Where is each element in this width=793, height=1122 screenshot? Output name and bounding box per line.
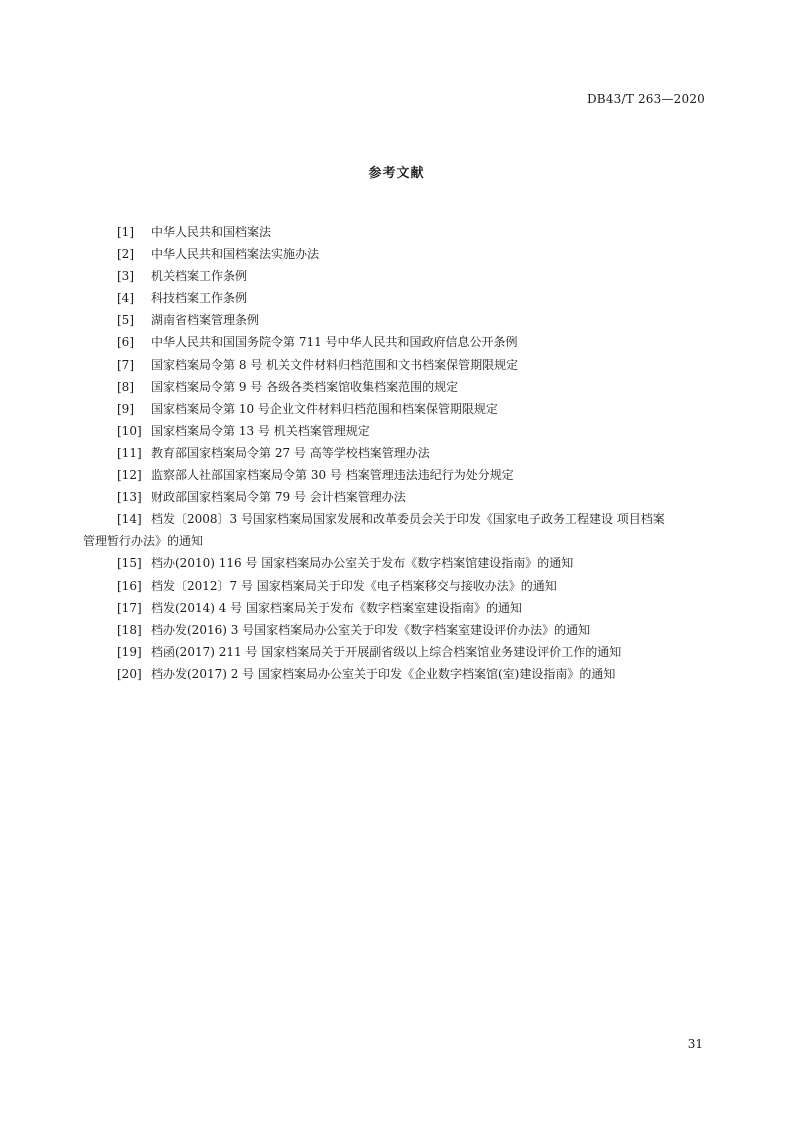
reference-number: [12] — [117, 468, 142, 483]
reference-text: 国家档案局令第 9 号 各级各类档案馆收集档案范围的规定 — [151, 379, 459, 394]
reference-text: 财政部国家档案局令第 79 号 会计档案管理办法 — [151, 490, 406, 505]
reference-item — [0, 221, 793, 243]
reference-text: 教育部国家档案局令第 27 号 高等学校档案管理办法 — [151, 445, 430, 460]
reference-number: [13] — [117, 490, 142, 505]
reference-item — [0, 398, 793, 420]
reference-number: [20] — [117, 666, 142, 681]
page-number: 31 — [687, 1037, 703, 1051]
reference-number: [15] — [117, 556, 142, 571]
reference-item — [0, 552, 793, 574]
reference-number: [9] — [117, 401, 134, 416]
reference-number: [1] — [117, 225, 134, 239]
reference-text: 湖南省档案管理条例 — [151, 313, 260, 328]
reference-item — [0, 597, 793, 619]
reference-number: [14] — [117, 512, 142, 527]
reference-number: [19] — [117, 644, 142, 659]
reference-text: 档办(2010) 116 号 国家档案局办公室关于发布《数字档案馆建设指南》的通知 — [151, 556, 574, 571]
reference-number: [5] — [117, 313, 134, 328]
reference-number: [18] — [117, 622, 142, 637]
reference-item — [0, 575, 793, 597]
reference-number: [3] — [117, 269, 134, 284]
reference-text-continuation: 管理暂行办法》的通知 — [83, 534, 204, 549]
reference-text: 档办发(2017) 2 号 国家档案局办公室关于印发《企业数字档案馆(室)建设指南》的通知 — [151, 666, 616, 681]
reference-number: [7] — [117, 357, 134, 372]
reference-item — [0, 486, 793, 508]
reference-text: 国家档案局令第 10 号企业文件材料归档范围和档案保管期限规定 — [151, 401, 498, 416]
reference-text: 档发〔2008〕3 号国家档案局国家发展和改革委员会关于印发《国家电子政务工程建设 项目档案 — [151, 512, 665, 527]
reference-item — [0, 420, 793, 442]
reference-number: [2] — [117, 247, 134, 262]
reference-text: 档办发(2016) 3 号国家档案局办公室关于印发《数字档案室建设评价办法》的通知 — [151, 622, 591, 637]
reference-number: [17] — [117, 600, 142, 615]
reference-item — [0, 619, 793, 641]
section-title: 参考文献 — [368, 166, 425, 181]
reference-item — [0, 265, 793, 287]
reference-number: [8] — [117, 379, 134, 394]
reference-item — [0, 354, 793, 376]
reference-item — [0, 243, 793, 265]
document-code: DB43/T 263—2020 — [586, 92, 705, 106]
reference-text: 科技档案工作条例 — [151, 291, 248, 306]
reference-item — [0, 309, 793, 331]
reference-text: 档函(2017) 211 号 国家档案局关于开展副省级以上综合档案馆业务建设评价工作的通知 — [151, 644, 622, 659]
reference-text: 国家档案局令第 13 号 机关档案管理规定 — [151, 423, 370, 438]
reference-text: 机关档案工作条例 — [151, 269, 248, 284]
reference-number: [6] — [117, 335, 134, 350]
reference-number: [10] — [117, 423, 142, 438]
reference-number: [11] — [117, 445, 142, 460]
reference-text: 中华人民共和国档案法实施办法 — [151, 247, 320, 262]
reference-list — [0, 221, 793, 685]
reference-item — [0, 442, 793, 464]
reference-text: 档发(2014) 4 号 国家档案局关于发布《数字档案室建设指南》的通知 — [151, 600, 522, 615]
reference-item — [0, 508, 793, 552]
reference-item — [0, 641, 793, 663]
reference-item — [0, 331, 793, 353]
reference-item — [0, 663, 793, 685]
reference-number: [16] — [117, 578, 142, 593]
reference-text: 中华人民共和国国务院令第 711 号中华人民共和国政府信息公开条例 — [151, 335, 518, 350]
reference-number: [4] — [117, 291, 134, 306]
reference-item — [0, 464, 793, 486]
reference-item — [0, 287, 793, 309]
reference-text: 档发〔2012〕7 号 国家档案局关于印发《电子档案移交与接收办法》的通知 — [151, 578, 557, 593]
reference-item — [0, 376, 793, 398]
reference-text: 国家档案局令第 8 号 机关文件材料归档范围和文书档案保管期限规定 — [151, 357, 519, 372]
reference-text: 中华人民共和国档案法 — [151, 225, 272, 239]
reference-text: 监察部人社部国家档案局令第 30 号 档案管理违法违纪行为处分规定 — [151, 468, 514, 483]
